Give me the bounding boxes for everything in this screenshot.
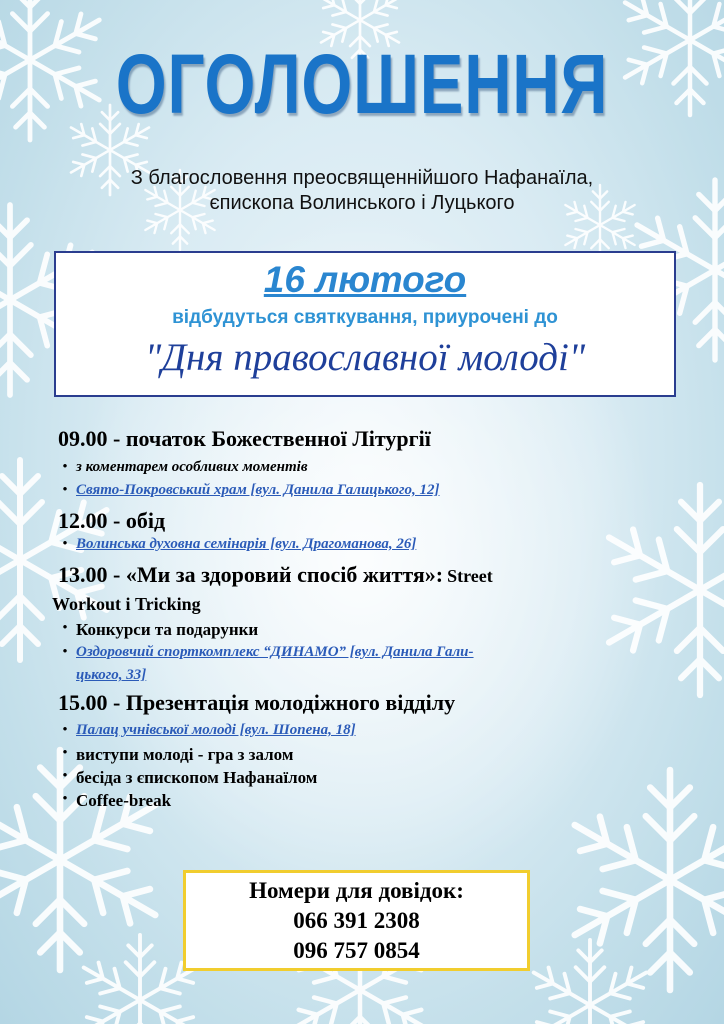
contact-box bbox=[183, 870, 530, 971]
event-date: 16 лютого bbox=[263, 259, 467, 300]
contact-title: Номери для довідок: bbox=[249, 878, 464, 903]
blessing-line: З благословення преосвященнійшого Нафанаїла, bbox=[130, 167, 594, 189]
announcement-title: ОГОЛОШЕННЯ bbox=[115, 37, 609, 131]
phone-number[interactable]: 096 757 0854 bbox=[293, 938, 420, 963]
bullet-text: з коментарем особливих моментів bbox=[76, 459, 308, 475]
time-title-continuation: Workout і Tricking bbox=[52, 594, 201, 614]
schedule-time-title bbox=[58, 562, 698, 588]
bullet-text: Конкурси та подарунки bbox=[76, 620, 259, 639]
day-name: "Дня православної молоді" bbox=[144, 336, 586, 379]
time-title-text: 13.00 - «Ми за здоровий спосіб життя»: bbox=[58, 562, 444, 587]
location-link[interactable]: Свято-Покровський храм [вул. Данила Галицького, 12] bbox=[76, 482, 440, 498]
location-link[interactable]: цького, 33] bbox=[76, 667, 147, 683]
location-link[interactable]: Волинська духовна семінарія [вул. Драгоманова, 26] bbox=[76, 536, 417, 552]
schedule-time-title: 12.00 - обід bbox=[58, 508, 166, 533]
location-link[interactable]: Палац учнівської молоді [вул. Шопена, 18] bbox=[76, 722, 356, 738]
bullet-text: бесіда з єпископом Нафанаїлом bbox=[76, 768, 318, 787]
blessing-text bbox=[0, 166, 724, 216]
snowflake-icon bbox=[598, 485, 724, 695]
blessing-line: єпископа Волинського і Луцького bbox=[209, 192, 515, 214]
snowflake-icon bbox=[527, 940, 654, 1024]
bullet-text: Coffee-break bbox=[76, 791, 172, 810]
location-link-continuation bbox=[76, 666, 146, 684]
schedule-time-title: 09.00 - початок Божественної Літургії bbox=[58, 426, 431, 451]
phone-number[interactable]: 066 391 2308 bbox=[293, 908, 420, 933]
schedule-time-title: 15.00 - Презентація молодіжного відділу bbox=[58, 690, 456, 715]
poster: ОГОЛОШЕННЯ З благословення преосвященнійшого Нафанаїла, єпископа Волинського і Луцького 16 лютого відбудуться святкування, приурочені до "Дня православної молоді" 09.00 - початок Божественної Літургії • з коментарем особливих моментів • Свято-Покровський храм [вул. Данила Галицького, 12] 12.00 - обід • Волинська духовна семінарія [вул. Драгоманова, 26] 13.00 - «Ми за здоровий спосіб життя»: Street Workout і Tricking • Конкурси та подарунки • Оздоровчий спорткомплекс “ДИНАМО” [вул. Данила Гали- цького, 33] 15.00 - Презентація молодіжного відділу • Палац учнівської молоді [вул. Шопена, 18] • виступи молоді - гра з залом • бесіда з єпископом Нафанаїлом • Coffee-break Номери для довідок: 066 391 2308 096 757 0854 bbox=[0, 0, 724, 1024]
time-title-suffix: Street bbox=[447, 566, 493, 586]
event-box bbox=[54, 251, 676, 397]
celebration-text: відбудуться святкування, приурочені до bbox=[172, 307, 558, 328]
location-link[interactable]: Оздоровчий спорткомплекс “ДИНАМО” [вул. Данила Гали- bbox=[76, 644, 474, 660]
bullet-text: виступи молоді - гра з залом bbox=[76, 745, 294, 764]
